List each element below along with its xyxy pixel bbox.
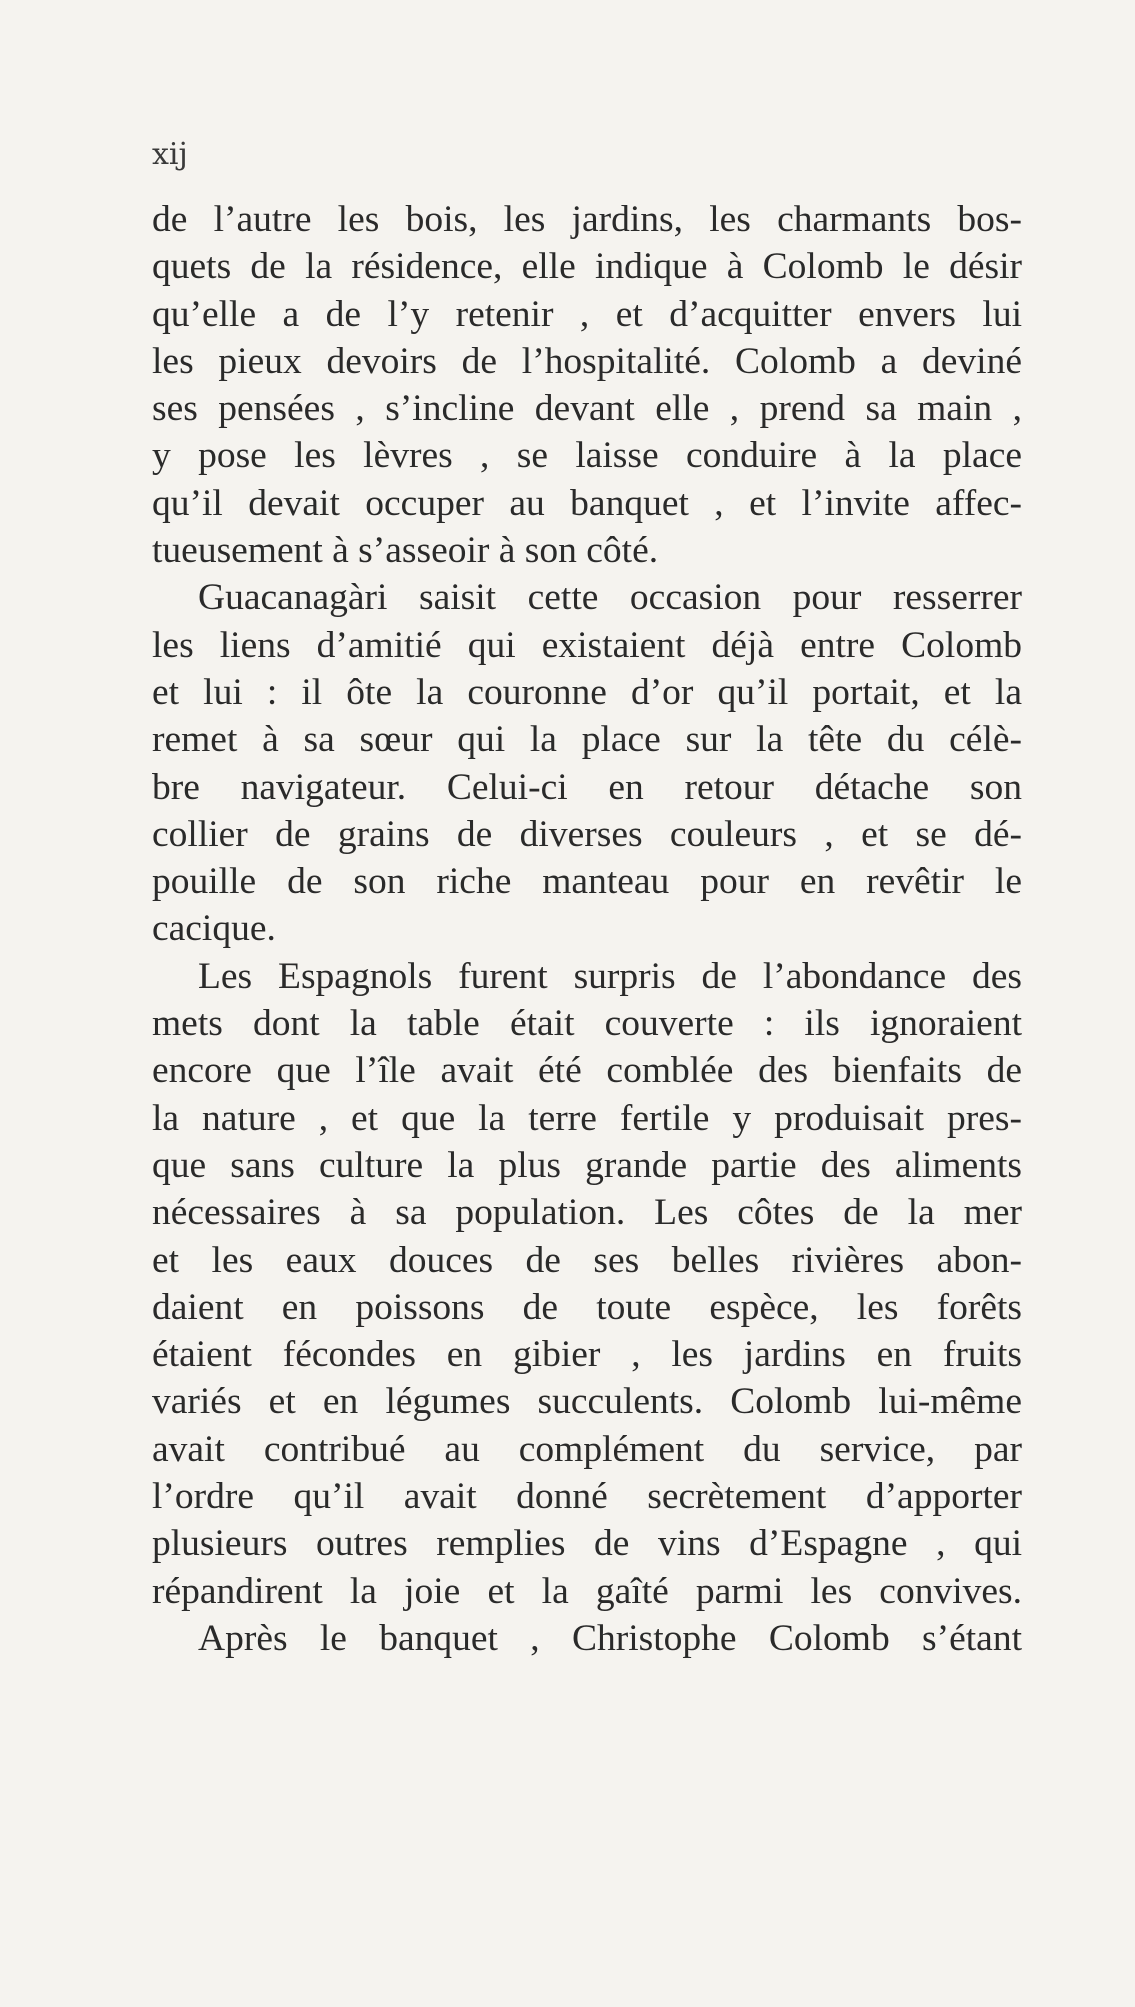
text-line: avait contribué au complément du service, par [152,1428,1022,1470]
text-line: de l’autre les bois, les jardins, les charmants bos- [152,199,1022,240]
text-line: qu’il devait occuper au banquet , et l’invite affec- [152,482,1022,524]
paragraph-first-line: Après le banquet , Christophe Colomb s’étant [198,1617,1022,1659]
text-line: les pieux devoirs de l’hospitalité. Colomb a deviné [152,340,1022,382]
text-line: répandirent la joie et la gaîté parmi les convives. [152,1570,1022,1612]
text-line: remet à sa sœur qui la place sur la tête du célè- [152,719,1022,761]
text-line: quets de la résidence, elle indique à Colomb le désir [152,246,1022,288]
paragraph-first-line: Les Espagnols furent surpris de l’abondance des [198,955,1022,997]
text-line: nécessaires à sa population. Les côtes de la mer [152,1192,1022,1234]
text-line: la nature , et que la terre fertile y produisait pres- [152,1097,1022,1139]
page-number: xij [152,137,188,172]
text-line: cacique. [152,908,276,950]
text-line: qu’elle a de l’y retenir , et d’acquitter envers lui [152,293,1022,335]
text-line: bre navigateur. Celui-ci en retour détache son [152,766,1022,808]
text-line: et les eaux douces de ses belles rivières abon- [152,1239,1022,1281]
text-line: et lui : il ôte la couronne d’or qu’il portait, et la [152,671,1022,713]
text-line: l’ordre qu’il avait donné secrètement d’apporter [152,1476,1022,1518]
text-line: y pose les lèvres , se laisse conduire à la place [152,435,1022,477]
paragraph-first-line: Guacanagàri saisit cette occasion pour resserrer [198,577,1022,619]
text-line: collier de grains de diverses couleurs , et se dé- [152,813,1022,855]
text-line: daient en poissons de toute espèce, les forêts [152,1286,1022,1328]
text-line: pouille de son riche manteau pour en revêtir le [152,861,1022,903]
text-line: encore que l’île avait été comblée des bienfaits de [152,1050,1022,1092]
text-line: que sans culture la plus grande partie des aliments [152,1144,1022,1186]
text-line: variés et en légumes succulents. Colomb lui-même [152,1381,1022,1423]
text-line: ses pensées , s’incline devant elle , prend sa main , [152,388,1022,430]
text-line: étaient fécondes en gibier , les jardins en fruits [152,1334,1022,1376]
body-text [152,196,1022,1662]
text-line: les liens d’amitié qui existaient déjà entre Colomb [152,624,1022,666]
text-line: mets dont la table était couverte : ils ignoraient [152,1003,1022,1045]
text-line: tueusement à s’asseoir à son côté. [152,530,659,572]
text-line: plusieurs outres remplies de vins d’Espagne , qui [152,1523,1022,1565]
